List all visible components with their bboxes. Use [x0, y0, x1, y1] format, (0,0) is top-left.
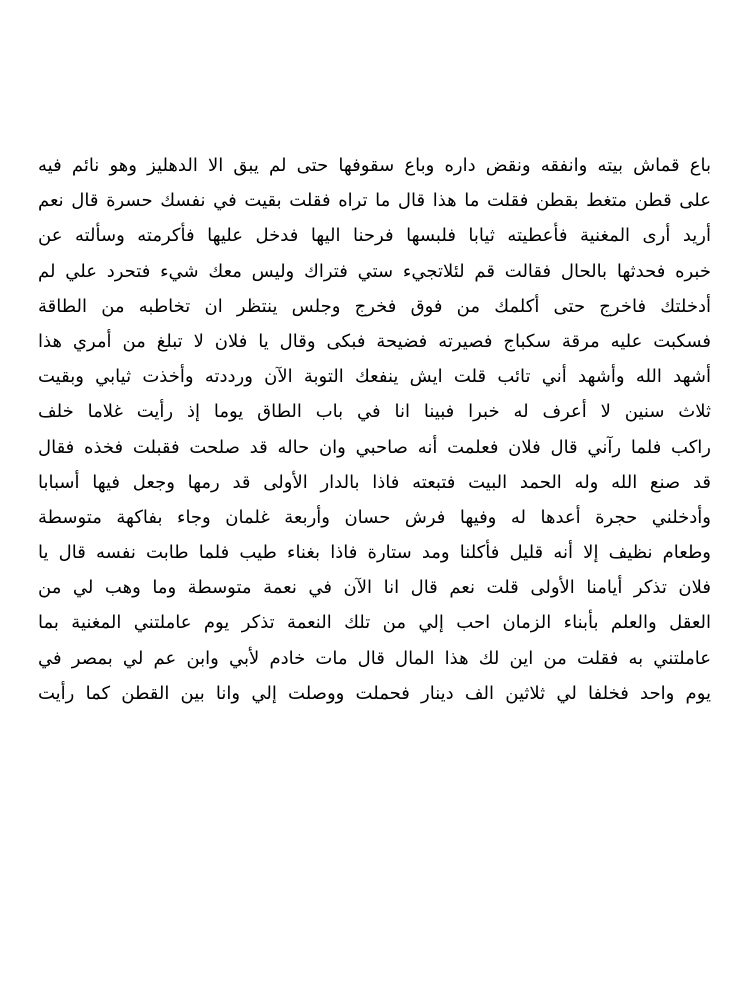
text-line: باع قماش بيته وانفقه ونقض داره وباع سقوفها حتى لم يبق الا الدهليز وهو نائم فيه — [38, 155, 711, 176]
text-line: أريد أرى المغنية فأعطيته ثيابا فلبسها فرحنا اليها فدخل عليها فأكرمته وسألته عن — [38, 225, 711, 247]
text-line: فسكبت عليه مرقة سكباج فصيرته فضيحة فبكى وقال يا فلان لا تبلغ من أمري هذا — [38, 330, 711, 352]
text-line: وأدخلني حجرة أعدها له وفيها فرش حسان وأربعة غلمان وجاء بفاكهة متوسطة — [38, 506, 711, 528]
text-block — [38, 148, 711, 711]
text-line: أشهد الله وأشهد أني تائب قلت ايش ينفعك التوبة الآن ورددته وأخذت ثيابي وبقيت — [38, 366, 711, 388]
text-line: خبره فحدثها بالحال فقالت قم لئلاتجيء ستي فتراك وليس معك شيء فتحرد علي لم — [38, 260, 711, 282]
text-line: راكب فلما رآني قال فلان فعلمت أنه صاحبي وان حاله قد صلحت فقبلت فخذه فقال — [38, 436, 711, 458]
text-line: على قطن متغط بقطن فقلت ما هذا قال ما تراه فقلت بقيت في نفسك حسرة قال نعم — [38, 190, 711, 212]
text-line: وطعام نظيف إلا أنه قليل فأكلنا ومد ستارة فاذا بغناء طيب فلما طابت نفسه قال يا — [38, 542, 711, 564]
text-line: يوم واحد فخلفا لي ثلاثين الف دينار فحملت ووصلت إلي وانا بين القطن كما رأيت — [38, 682, 711, 704]
text-line: العقل والعلم بأبناء الزمان احب إلي من تلك النعمة تذكر يوم عاملتني المغنية بما — [38, 612, 711, 634]
text-line: عاملتني به فقلت من اين لك هذا المال قال مات خادم لأبي وابن عم لي بمصر في — [38, 647, 711, 669]
text-line: ثلاث سنين لا أعرف له خبرا فبينا انا في باب الطاق يوما إذ رأيت غلاما خلف — [38, 401, 711, 423]
text-line: أدخلتك فاخرج حتى أكلمك من فوق فخرج وجلس ينتظر ان تخاطبه من الطاقة — [38, 295, 711, 317]
text-line: فلان تذكر أيامنا الأولى قلت نعم قال انا الآن في نعمة متوسطة وما وهب لي من — [38, 577, 711, 599]
text-line: قد صنع الله وله الحمد البيت فتبعته فاذا بالدار الأولى قد رمها وجعل فيها أسبابا — [38, 471, 711, 493]
